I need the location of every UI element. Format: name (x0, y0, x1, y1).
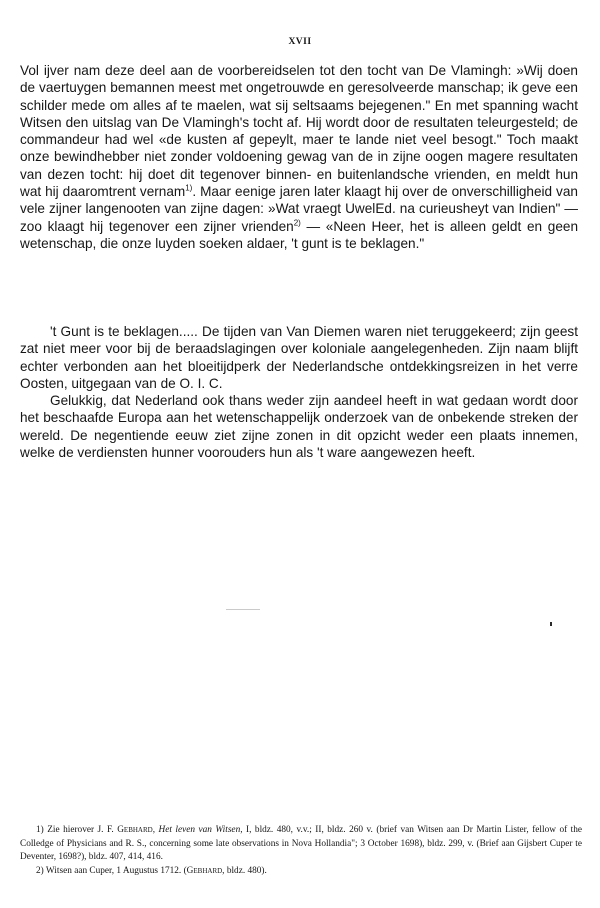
footnote-rest: bldz. 480). (226, 865, 267, 876)
footnote-rest: I, bldz. 480, v.v.; II, bldz. 260 v. (brief van Witsen aan Dr Martin Lister, fellow of the Colledge of Physicians and R. S., concerning some late observations in Nova Hollandia"; 3 October 1698), bldz. 299, v. (Brief aan Gijsbert Cuper te Deventer, 1698?), bldz. 407, 414, 416. (20, 825, 583, 863)
footnote-marker: 2) (36, 865, 44, 876)
footnote-ref-1: 1) (185, 183, 193, 193)
paragraph-vlamingh (20, 62, 578, 252)
body-block-2 (20, 323, 578, 461)
footnote-title: Het leven van Witsen, (158, 825, 243, 835)
footnote-author: Gebhard, (186, 865, 225, 876)
footnotes (20, 824, 582, 878)
footnote-2 (20, 865, 582, 879)
page-number: XVII (288, 37, 312, 47)
body-block-1 (20, 62, 578, 252)
footnote-lead: Witsen aan Cuper, 1 Augustus 1712. ( (45, 865, 187, 876)
paragraph-gelukkig: Gelukkig, dat Nederland ook thans weder zijn aandeel heeft in wat gedaan wordt door het beschaafde Europa aan het wetenschappelijk onderzoek van de onbekende streken der wereld. De negentiende eeuw ziet zijne zonen in dit opzicht weder een plaats innemen, welke de verdiensten hunner voorouders hun als 't ware aangewezen heeft. (20, 393, 578, 461)
footnote-marker: 1) (36, 825, 44, 835)
scan-speck (550, 622, 552, 626)
footnote-lead: Zie hierover J. F. (47, 825, 114, 835)
footnote-1 (20, 824, 582, 865)
text-segment: — «Neen Heer, het is alleen geldt en geen wetenschap, die onze luyden soeken aldaer, 't gunt is te beklagen." (20, 218, 578, 251)
text-segment: Vol ijver nam deze deel aan de voorbereidselen tot den tocht van De Vlamingh: »Wij doen de vaertuygen bemannen meest met ongetrouwde en geresolveerde manschap; ik geve een schilder mede om alles af te maelen, wat sij seltsaams bejegenen." En met spanning wacht Witsen den uitslag van De Vlamingh's tocht af. Hij wordt door de resultaten teleurgesteld; de commandeur had wel «de kusten af gepeylt, maer te lande niet veel besogt." Toch maakt onze bewindhebber niet zonder voldoening gewag van de in zijne oogen magere resultaten van dezen tocht: hij doet dit tegenover binnen- en buitenlandsche vrienden, en meldt hun wat hij daaromtrent vernam (20, 63, 578, 200)
scan-speck (226, 609, 260, 610)
paragraph-gunt: 't Gunt is te beklagen..... De tijden van Van Diemen waren niet teruggekeerd; zijn geest zat niet meer voor bij de beraadslagingen over koloniale aangelegenheden. Zijn naam blijft echter verbonden aan het bloeitijdperk der Nederlandsche ontdekkingsreizen in het verre Oosten, uitgegaan van de O. I. C. (20, 324, 578, 391)
footnote-ref-2: 2) (293, 218, 301, 228)
footnote-author: Gebhard, (117, 825, 156, 835)
text-segment: . Maar eenige jaren later klaagt hij over de onverschilligheid van vele zijner langenooten van zijne dagen: »Wat vraegt UwelEd. na curieusheyt van Indien" — zoo klaagt hij tegenover een zijner vrienden (20, 184, 578, 234)
